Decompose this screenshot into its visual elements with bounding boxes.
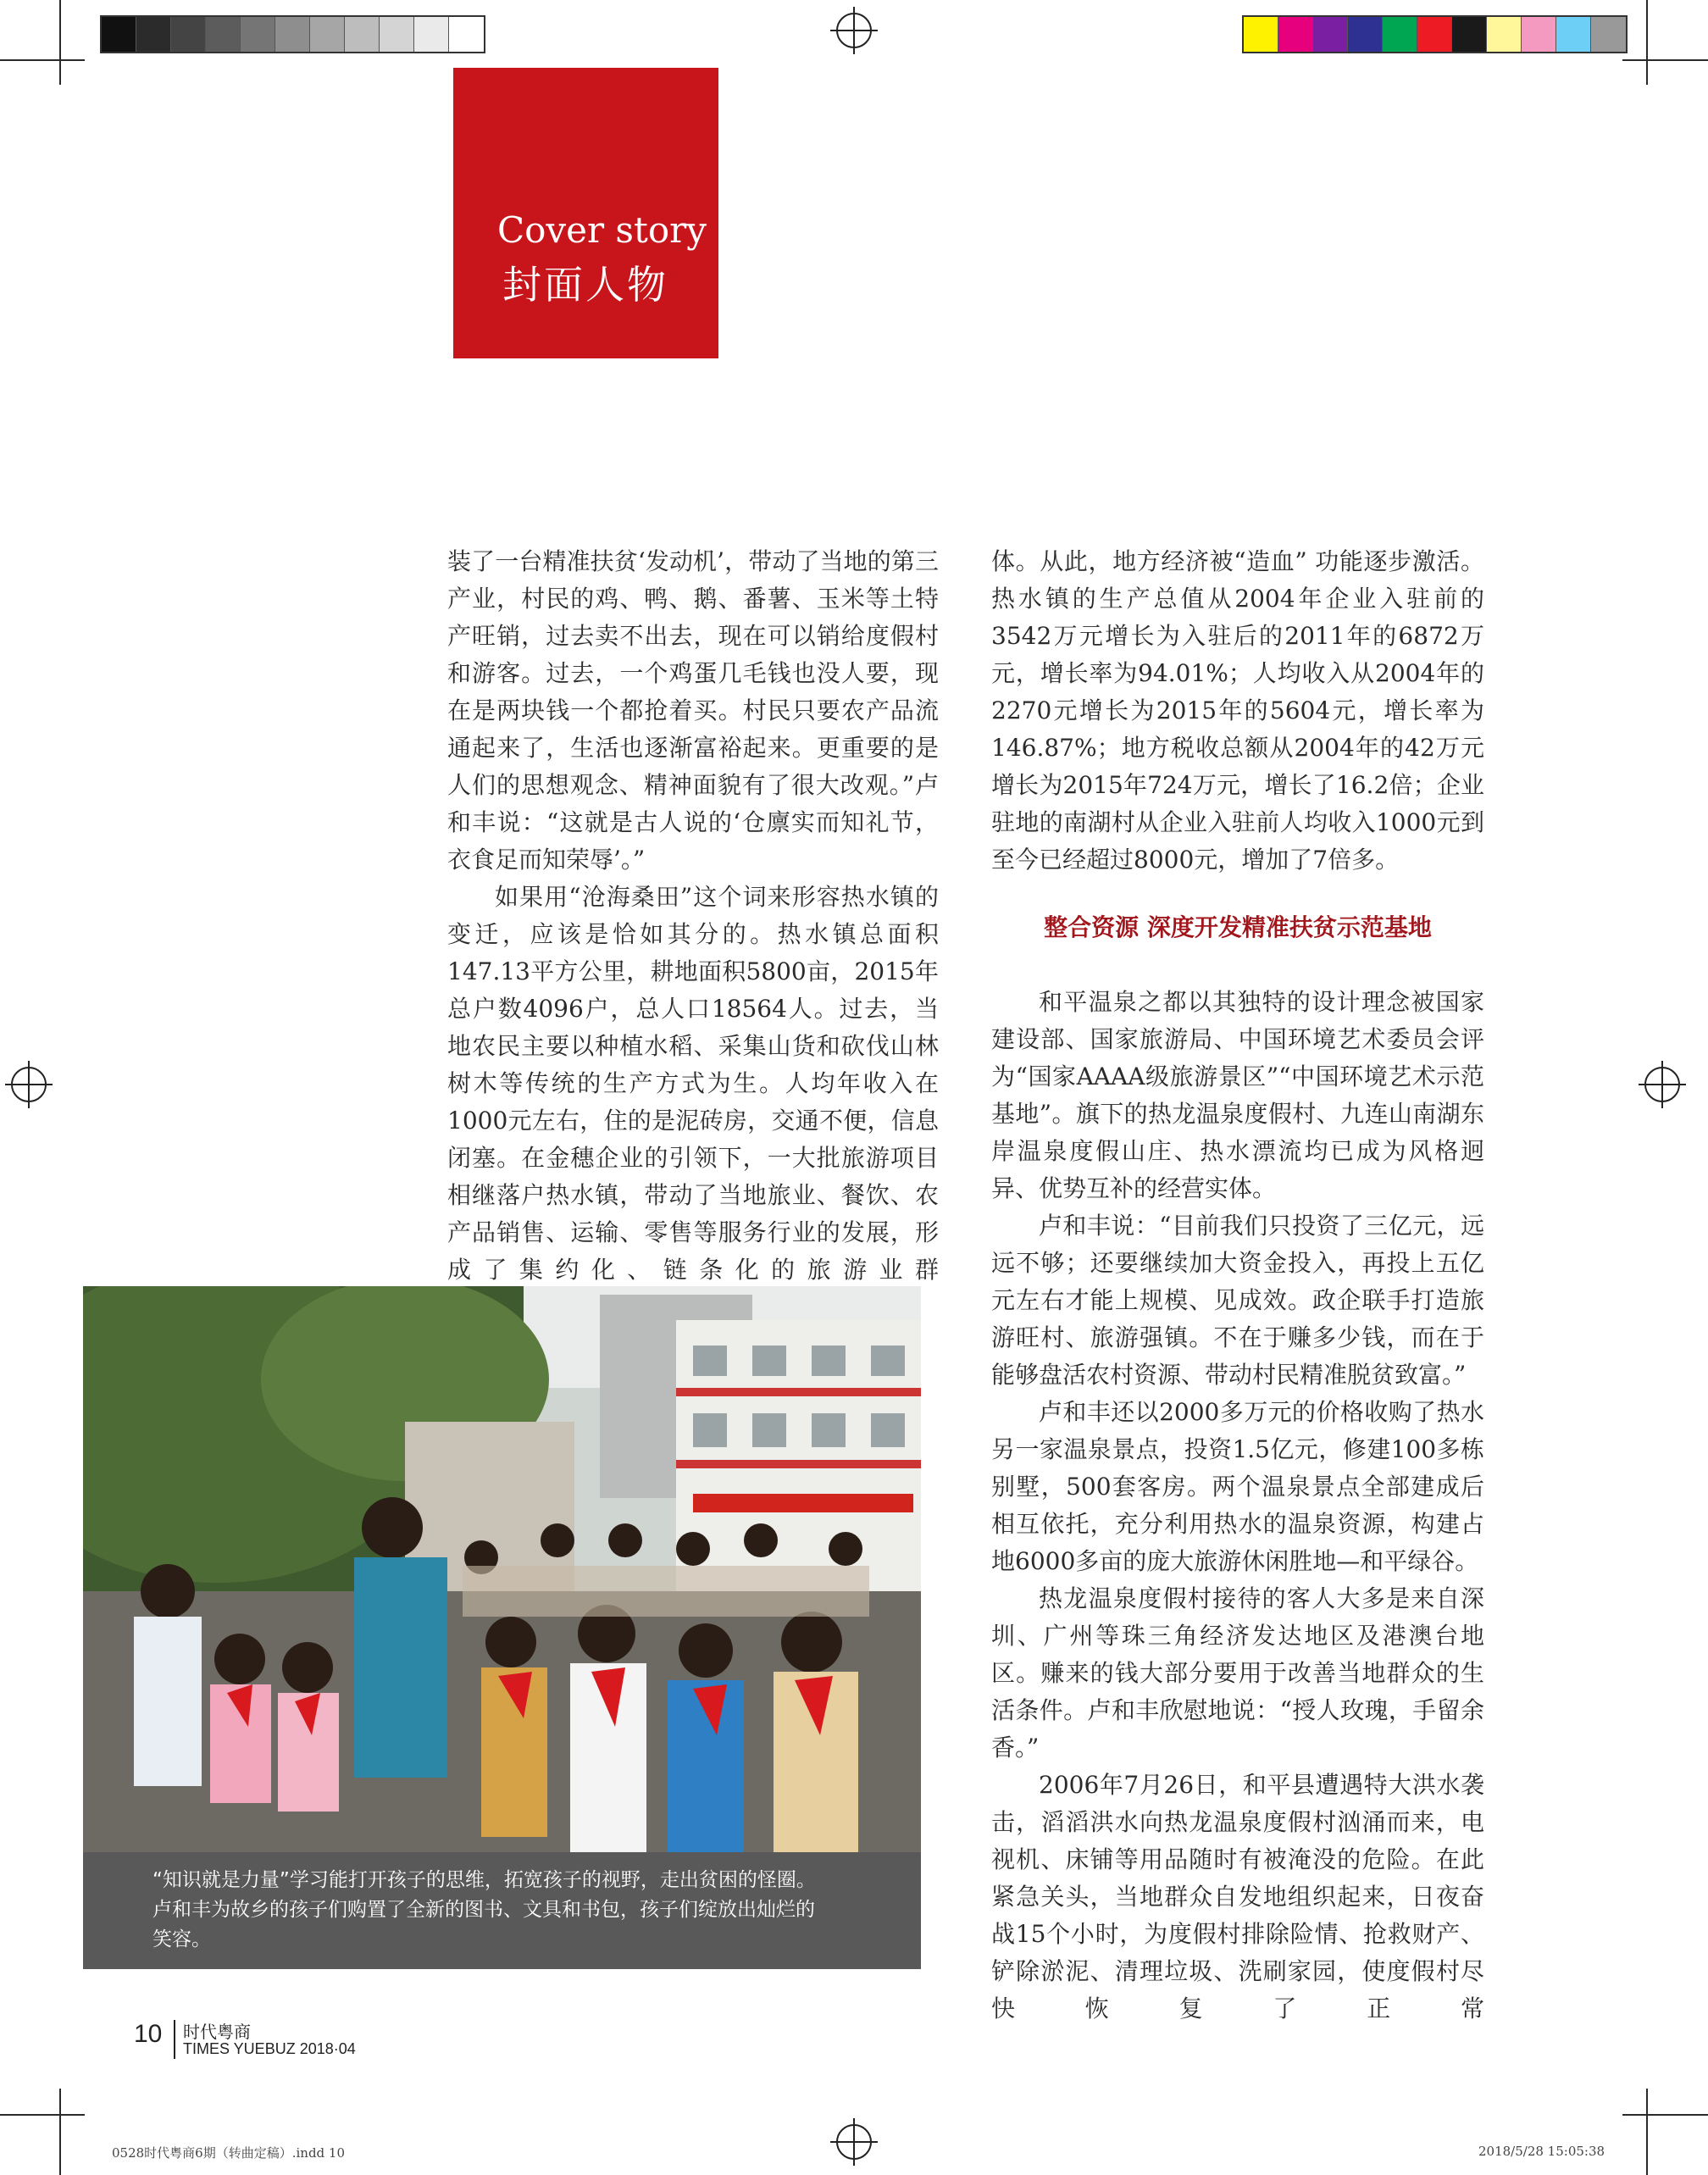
article-paragraph: 卢和丰还以2000多万元的价格收购了热水另一家温泉景点，投资1.5亿元，修建100多栋别墅，500套客房。两个温泉景点全部建成后相互依托，充分利用热水的温泉资源，构建占地6000多亩的庞大旅游休闲胜地—和平绿谷。 <box>991 1398 1484 1575</box>
calibration-swatch <box>171 17 206 52</box>
calibration-swatch <box>449 17 484 52</box>
article-paragraph: 卢和丰说：“目前我们只投资了三亿元，远远不够；还要继续加大资金投入，再投上五亿元左右才能上规模、见成效。政企联手打造旅游旺村、旅游强镇。不在于赚多少钱，而在于能够盘活农村资源、带动村民精准脱贫致富。” <box>991 1212 1484 1389</box>
article-paragraph: 体。从此，地方经济被“造血” 功能逐步激活。热水镇的生产总值从2004年企业入驻前的3542万元增长为入驻后的2011年的6872万元，增长率为94.01%；人均收入从2004年的2270元增长为2015年的5604元，增长率为146.87%；地方税收总额从2004年的42万元增长为2015年724万元，增长了16.2倍；企业驻地的南湖村从企业入驻前人均收入1000元到至今已经超过8000元，增加了7倍多。 <box>991 547 1484 874</box>
calibration-swatch <box>1383 17 1417 52</box>
calibration-swatch <box>1348 17 1383 52</box>
calibration-swatch <box>1556 17 1591 52</box>
registration-mark-bottom <box>830 2118 878 2166</box>
crop-mark-bl-v <box>59 2089 61 2175</box>
article-paragraph: 如果用“沧海桑田”这个词来形容热水镇的变迁，应该是恰如其分的。热水镇总面积147.13平方公里，耕地面积5800亩，2015年总户数4096户，总人口18564人。过去，当地农民主要以种植水稻、采集山货和砍伐山林树木等传统的生产方式为生。人均年收入在1000元左右，住的是泥砖房，交通不便，信息闭塞。在金穗企业的引领下，一大批旅游项目相继落户热水镇，带动了当地旅业、餐饮、农产品销售、运输、零售等服务行业的发展，形成了集约化、链条化的旅游业群 <box>447 883 939 1284</box>
calibration-swatch <box>136 17 171 52</box>
footer-divider <box>174 2020 175 2059</box>
article-column-right <box>991 543 1484 2028</box>
crop-mark-tr-h <box>1622 59 1708 61</box>
calibration-swatch <box>1244 17 1278 52</box>
print-slug-file: 0528时代粤商6期（转曲定稿）.indd 10 <box>112 2145 346 2161</box>
calibration-swatch <box>310 17 345 52</box>
calibration-swatch <box>1313 17 1348 52</box>
calibration-swatch <box>1487 17 1522 52</box>
calibration-swatch <box>1278 17 1313 52</box>
article-photo <box>83 1286 921 1852</box>
magazine-name-zh: 时代粤商 <box>183 2022 251 2042</box>
print-slug-date: 2018/5/28 15:05:38 <box>1478 2144 1605 2159</box>
photo-caption-line: 笑容。 <box>152 1928 211 1950</box>
section-heading: 整合资源 深度开发精准扶贫示范基地 <box>1044 913 1432 941</box>
calibration-swatch <box>1417 17 1452 52</box>
section-label-en: Cover story <box>497 209 707 251</box>
article-column-left <box>447 543 939 1289</box>
photo-caption-line: “知识就是力量”学习能打开孩子的思维，拓宽孩子的视野，走出贫困的怪圈。 <box>152 1869 816 1891</box>
crop-mark-bl-h <box>0 2114 85 2116</box>
calibration-swatch <box>1452 17 1487 52</box>
magazine-name-en: TIMES YUEBUZ 2018·04 <box>183 2040 356 2057</box>
article-paragraph: 装了一台精准扶贫‘发动机’，带动了当地的第三产业，村民的鸡、鸭、鹅、番薯、玉米等土特产旺销，过去卖不出去，现在可以销给度假村和游客。过去，一个鸡蛋几毛钱也没人要，现在是两块钱一个都抢着买。村民只要农产品流通起来了，生活也逐渐富裕起来。更重要的是人们的思想观念、精神面貌有了很大改观。”卢和丰说：“这就是古人说的‘仓廪实而知礼节，衣食足而知荣辱’。” <box>447 547 939 874</box>
color-calibration-bar <box>1242 15 1628 53</box>
crop-mark-tl-h <box>0 59 85 61</box>
registration-mark-right <box>1639 1061 1686 1108</box>
crop-mark-tr-v <box>1646 0 1648 85</box>
calibration-swatch <box>1522 17 1556 52</box>
cover-story-block <box>453 68 718 358</box>
crop-mark-br-v <box>1646 2089 1648 2175</box>
calibration-swatch <box>241 17 275 52</box>
photo-caption <box>83 1852 921 1969</box>
calibration-swatch <box>206 17 241 52</box>
article-paragraph: 2006年7月26日，和平县遭遇特大洪水袭击，滔滔洪水向热龙温泉度假村汹涌而来，电视机、床铺等用品随时有被淹没的危险。在此紧急关头，当地群众自发地组织起来，日夜奋战15个小时，为度假村排除险情、抢救财产、铲除淤泥、清理垃圾、洗刷家园，使度假村尽快恢复了正常 <box>991 1771 1484 2022</box>
page-number: 10 <box>134 2020 163 2048</box>
crop-mark-br-h <box>1622 2114 1708 2116</box>
registration-mark-left <box>5 1061 53 1108</box>
section-label-zh: 封面人物 <box>502 262 668 308</box>
calibration-swatch <box>345 17 380 52</box>
calibration-swatch <box>1591 17 1626 52</box>
registration-mark-top <box>830 7 878 54</box>
article-paragraph: 和平温泉之都以其独特的设计理念被国家建设部、国家旅游局、中国环境艺术委员会评为“国家AAAA级旅游景区”“中国环境艺术示范基地”。旗下的热龙温泉度假村、九连山南湖东岸温泉度假山庄、热水漂流均已成为风格迥异、优势互补的经营实体。 <box>991 988 1484 1202</box>
grayscale-calibration-bar <box>100 15 485 53</box>
calibration-swatch <box>102 17 136 52</box>
calibration-swatch <box>414 17 449 52</box>
calibration-swatch <box>380 17 414 52</box>
photo-caption-line: 卢和丰为故乡的孩子们购置了全新的图书、文具和书包，孩子们绽放出灿烂的 <box>152 1899 815 1921</box>
article-paragraph: 热龙温泉度假村接待的客人大多是来自深圳、广州等珠三角经济发达地区及港澳台地区。赚来的钱大部分要用于改善当地群众的生活条件。卢和丰欣慰地说：“授人玫瑰，手留余香。” <box>991 1584 1484 1762</box>
crop-mark-tl-v <box>59 0 61 85</box>
calibration-swatch <box>275 17 310 52</box>
